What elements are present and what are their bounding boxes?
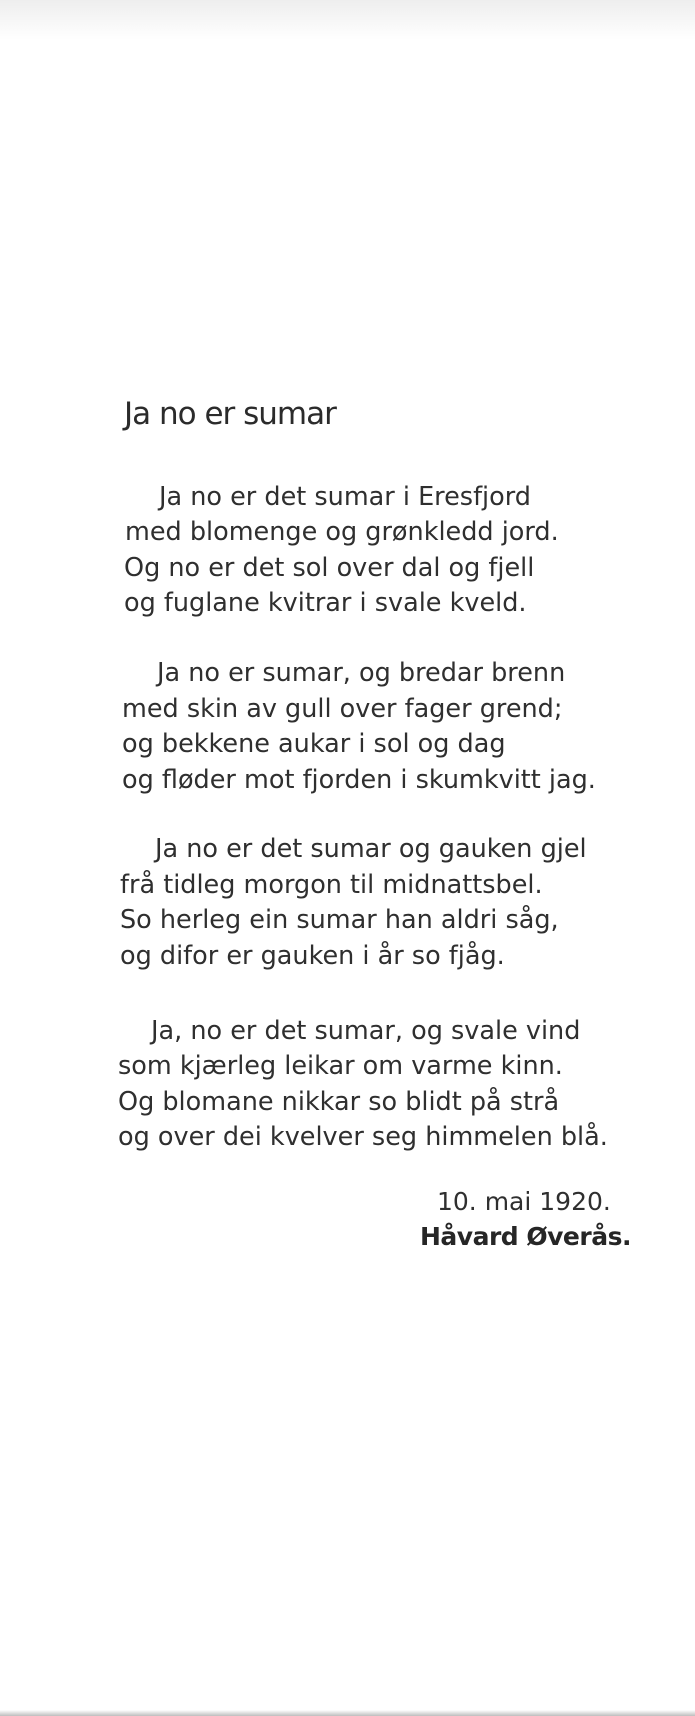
poem-title: Ja no er sumar	[124, 396, 336, 432]
poem-line: med blomenge og grønkledd jord.	[125, 517, 559, 547]
poem-line: Ja no er det sumar i Eresfjord	[159, 482, 531, 512]
poem-line: med skin av gull over fager grend;	[122, 694, 563, 724]
poem-line: Og no er det sol over dal og fjell	[124, 553, 535, 583]
poem-line: som kjærleg leikar om varme kinn.	[118, 1051, 563, 1081]
poem-date: 10. mai 1920.	[437, 1187, 611, 1216]
scan-top-shadow	[0, 0, 695, 40]
poem-line: og bekkene aukar i sol og dag	[122, 729, 506, 759]
scan-bottom-edge	[0, 1710, 695, 1716]
poem-line: Og blomane nikkar so blidt på strå	[118, 1087, 560, 1117]
poem-line: Ja no er det sumar og gauken gjel	[155, 834, 587, 864]
poem-line: Ja, no er det sumar, og svale vind	[151, 1016, 581, 1046]
poem-author: Håvard Øverås.	[420, 1222, 631, 1251]
poem-line: og difor er gauken i år so fjåg.	[120, 941, 505, 971]
poem-line: og over dei kvelver seg himmelen blå.	[118, 1122, 608, 1152]
poem-line: So herleg ein sumar han aldri såg,	[120, 905, 559, 935]
poem-line: og fuglane kvitrar i svale kveld.	[124, 588, 527, 618]
poem-line: frå tidleg morgon til midnattsbel.	[120, 870, 543, 900]
poem-line: og fløder mot fjorden i skumkvitt jag.	[122, 765, 596, 795]
poem-line: Ja no er sumar, og bredar brenn	[157, 658, 566, 688]
